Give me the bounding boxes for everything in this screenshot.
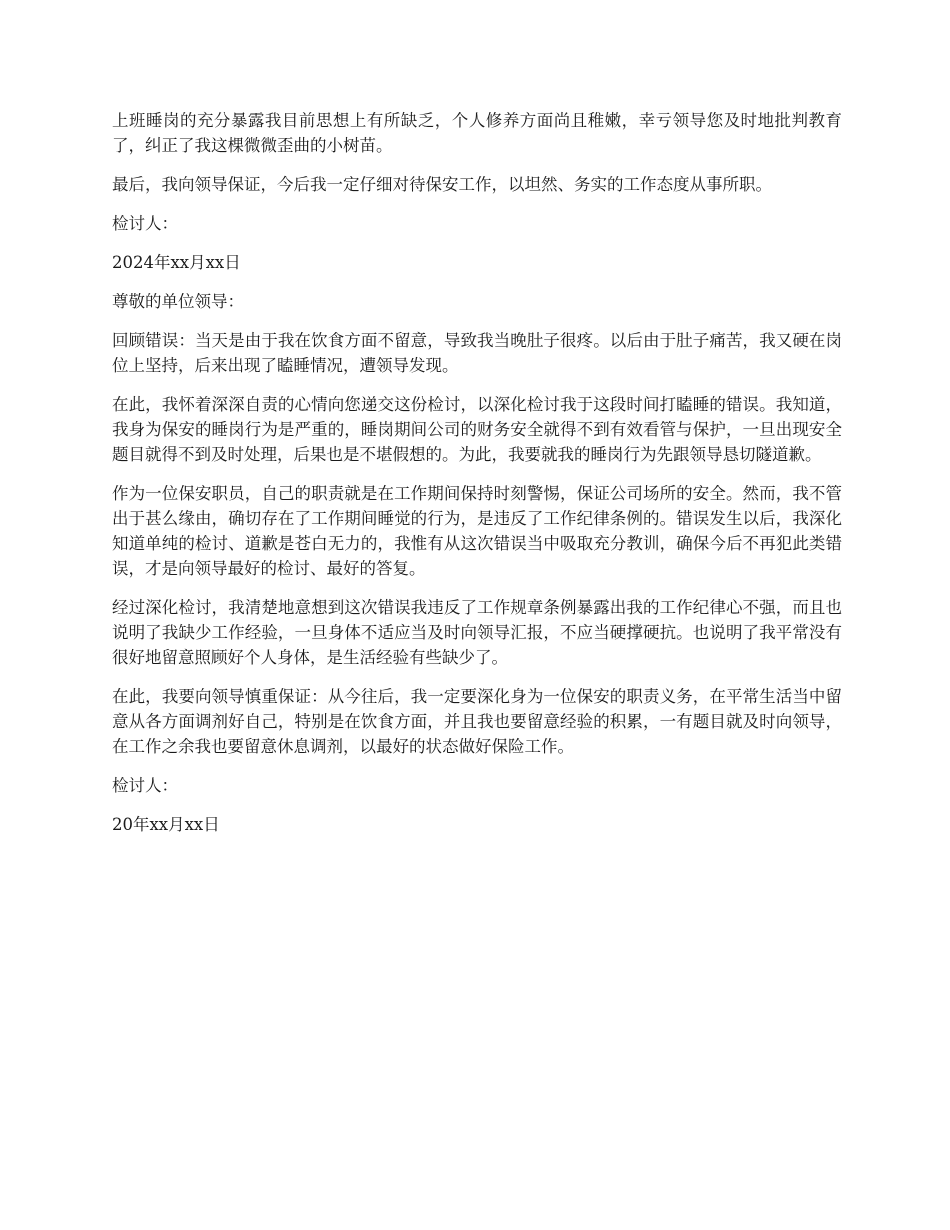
signature-label-2: 检讨人： [112,776,178,795]
paragraph-final-pledge: 最后，我向领导保证，今后我一定仔细对待保安工作，以坦然、务实的工作态度从事所职。 [112,175,772,194]
signature-date-2: 20年xx月xx日 [112,815,220,834]
salutation: 尊敬的单位领导： [112,292,244,311]
paragraph-reflection: 经过深化检讨，我清楚地意想到这次错误我违反了工作规章条例暴露出我的工作纪律心不强，而且也说明了我缺少工作经验，一旦身体不适应当及时向领导汇报，不应当硬撑硬抗。也说明了我平常没有很好地留意照顾好个人身体，是生活经验有些缺少了。 [112,598,842,667]
signature-date: 2024年xx月xx日 [112,253,241,272]
signature-label: 检讨人： [112,214,178,233]
paragraph-intro-continuation: 上班睡岗的充分暴露我目前思想上有所缺乏，个人修养方面尚且稚嫩，幸亏领导您及时地批判教育了，纠正了我这棵微微歪曲的小树苗。 [112,111,842,155]
document-page [112,108,842,851]
paragraph-apology: 在此，我怀着深深自责的心情向您递交这份检讨，以深化检讨我于这段时间打瞌睡的错误。我知道，我身为保安的睡岗行为是严重的，睡岗期间公司的财务安全就得不到有效看管与保护，一旦出现安全题目就得不到及时处理，后果也是不堪假想的。为此，我要就我的睡岗行为先跟领导恳切隧道歉。 [112,395,842,464]
paragraph-guarantee: 在此，我要向领导慎重保证：从今往后，我一定要深化身为一位保安的职责义务，在平常生活当中留意从各方面调剂好自己，特别是在饮食方面，并且我也要留意经验的积累，一有题目就及时向领导，在工作之余我也要留意休息调剂，以最好的状态做好保险工作。 [112,687,842,756]
paragraph-duty: 作为一位保安职员，自己的职责就是在工作期间保持时刻警惕，保证公司场所的安全。然而，我不管出于甚么缘由，确切存在了工作期间睡觉的行为，是违反了工作纪律条例的。错误发生以后，我深化知道单纯的检讨、道歉是苍白无力的，我惟有从这次错误当中吸取充分教训，确保今后不再犯此类错误，才是向领导最好的检讨、最好的答复。 [112,484,842,578]
paragraph-review-error: 回顾错误：当天是由于我在饮食方面不留意，导致我当晚肚子很疼。以后由于肚子痛苦，我又硬在岗位上坚持，后来出现了瞌睡情况，遭领导发现。 [112,331,842,375]
